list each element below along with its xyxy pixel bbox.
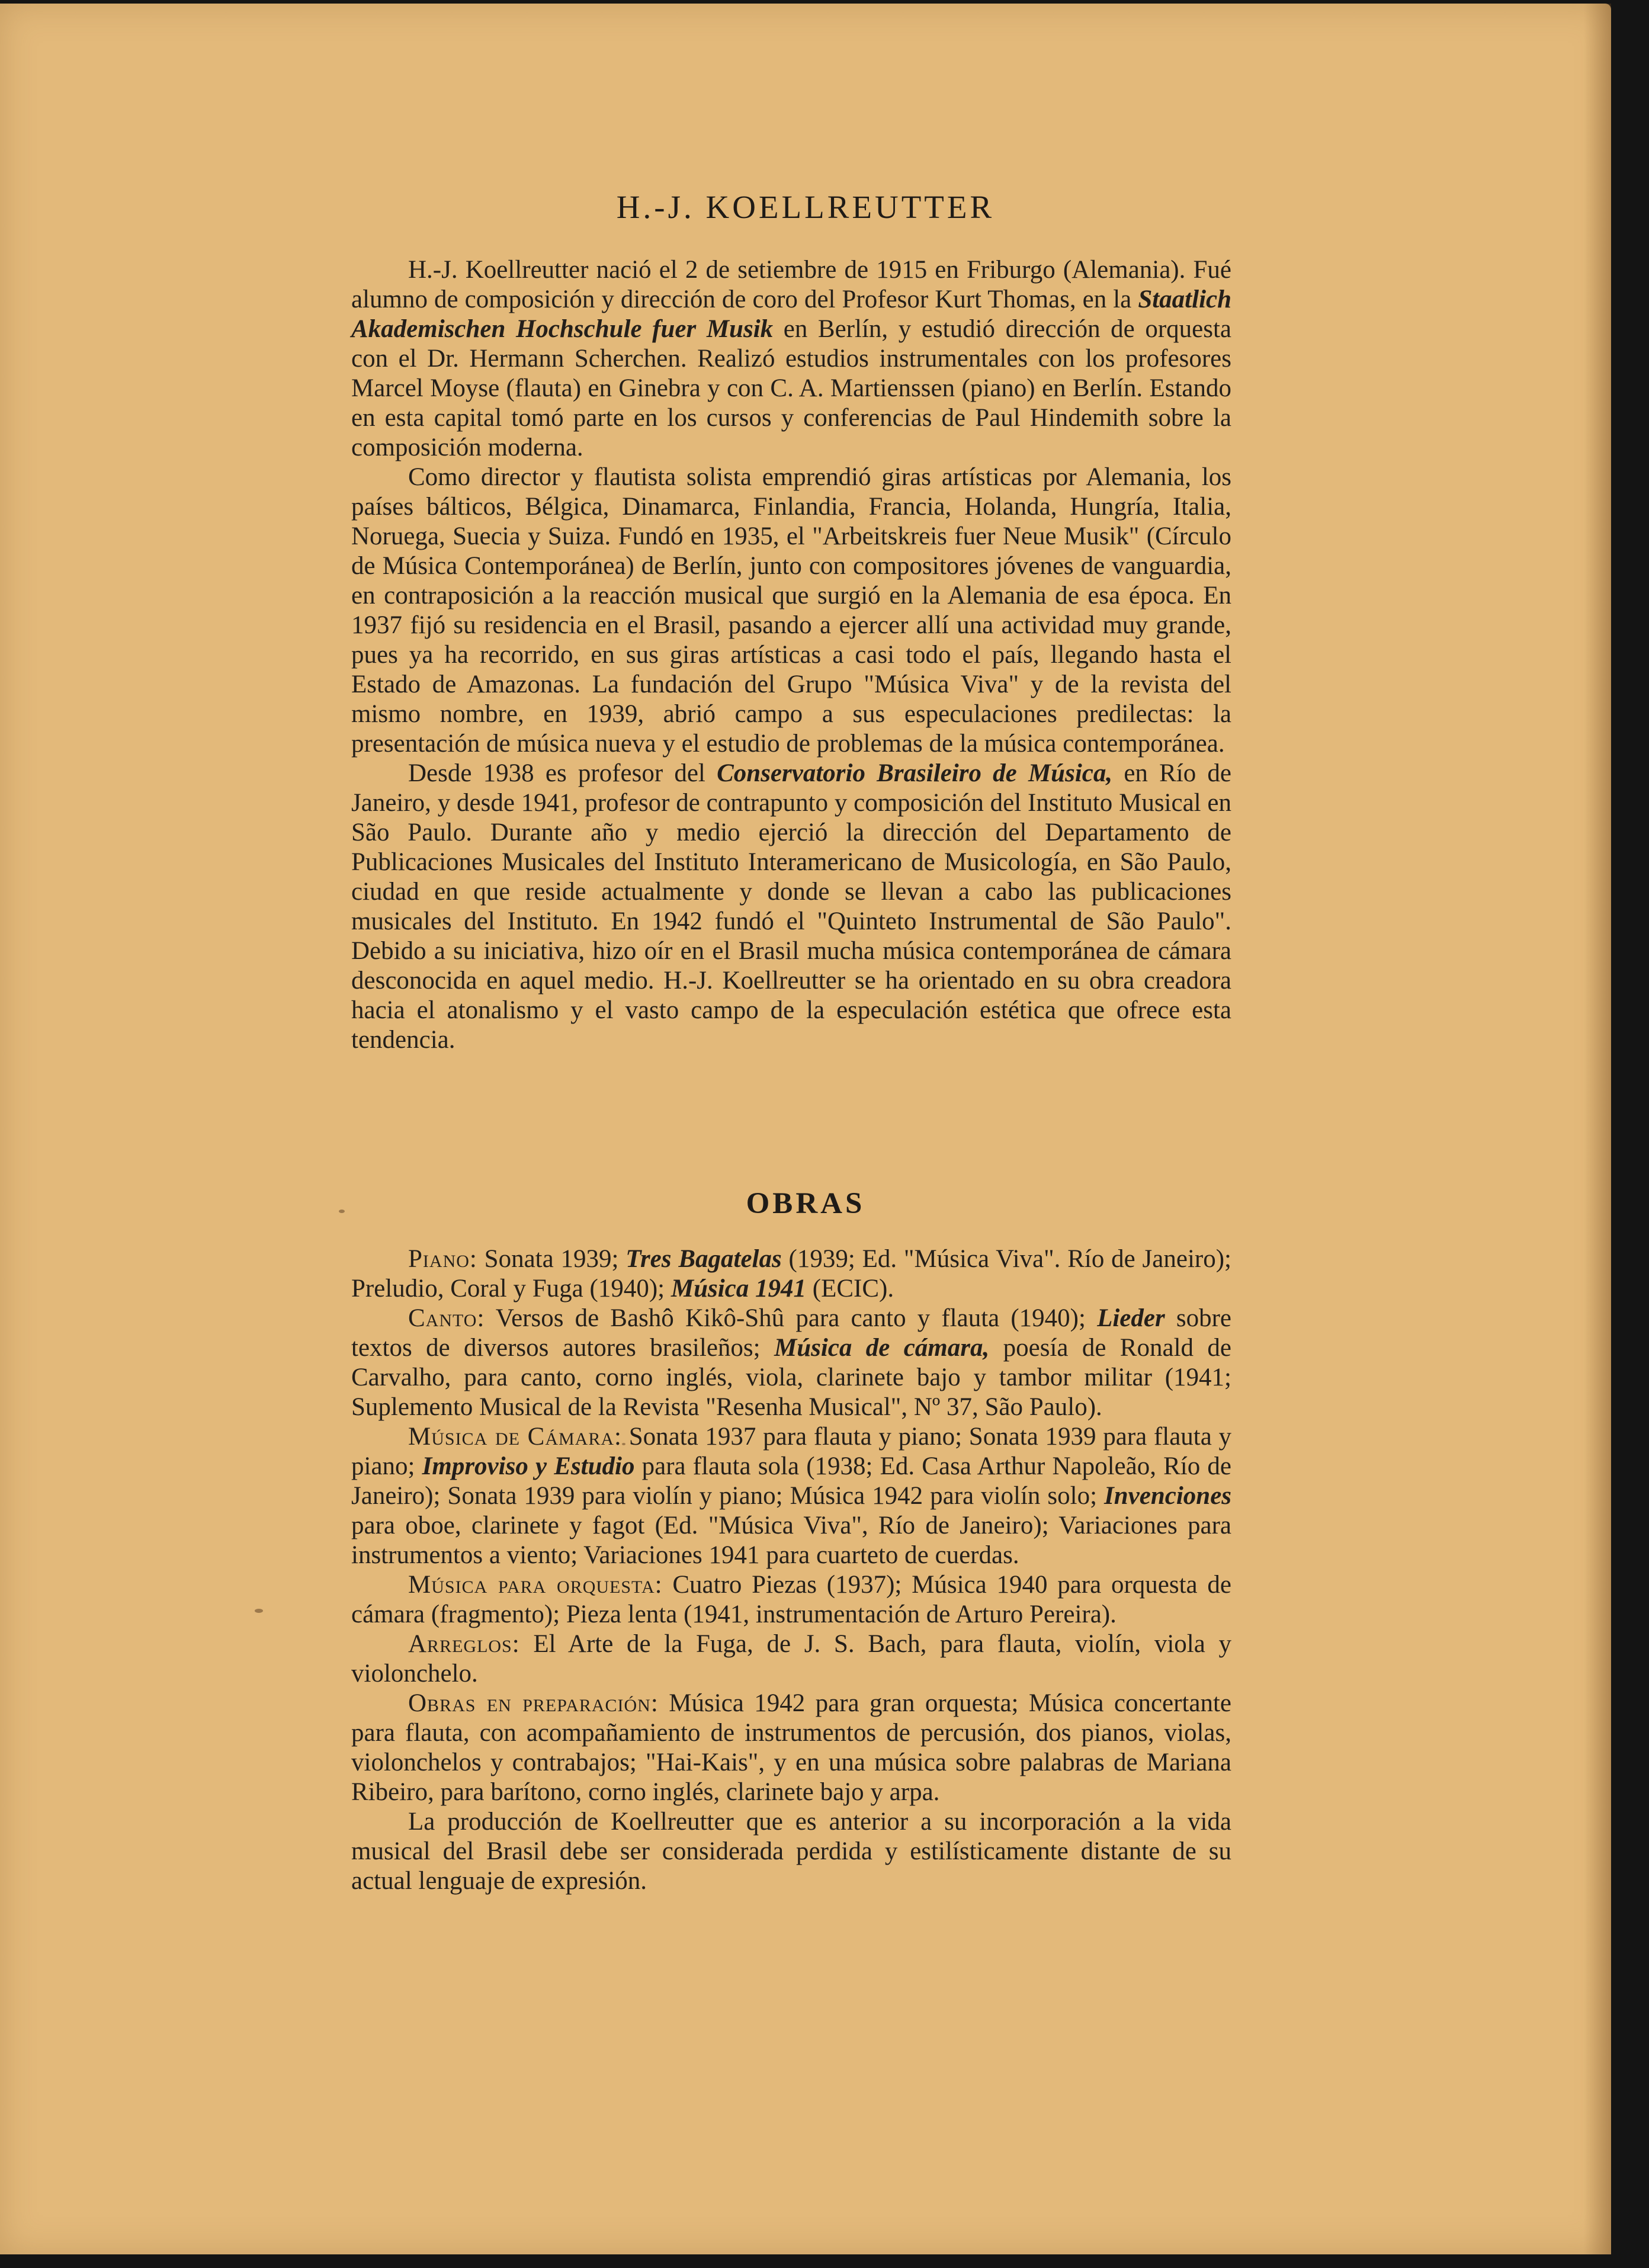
category-label: Canto: [408,1304,485,1332]
works-preparacion: Obras en preparación: Música 1942 para gran orquesta; Música concertante para flauta, con acompañamiento de instrumentos de percusión, dos pianos, violas, violonchelos y contrabajos; "Hai-Kais", y en una música sobre palabras de Mariana Ribeiro, para barítono, corno inglés, clarinete bajo y arpa. [351,1689,1232,1806]
category-label: Música de Cámara: [408,1423,622,1451]
works-heading: OBRAS [746,1187,865,1220]
category-label: Arreglos: [408,1630,520,1658]
works-arreglos: Arreglos: El Arte de la Fuga, de J. S. Bach, para flauta, violín, viola y violonchelo. [351,1630,1231,1688]
closing-paragraph: La producción de Koellreutter que es anterior a su incorporación a la vida musical del Brasil debe ser considerada perdida y estilísticamente distante de su actual lenguaje de expresión. [351,1808,1231,1895]
works-canto: Canto: Versos de Bashô Kikô-Shû para canto y flauta (1940); Lieder sobre textos de diversos autores brasileños; Música de cámara, poesía de Ronald de Carvalho, para canto, corno inglés, viola, clarinete bajo y tambor militar (1941; Suplemento Musical de la Revista "Resenha Musical", Nº 37, São Paulo). [351,1304,1231,1421]
category-label: Música para orquesta: [408,1571,663,1599]
page-title: H.-J. KOELLREUTTER [616,189,995,225]
works-orquesta: Música para orquesta: Cuatro Piezas (1937); Música 1940 para orquesta de cámara (fragmento); Pieza lenta (1941, instrumentación de Arturo Pereira). [351,1571,1231,1628]
conservatory-name: Conservatorio Brasileiro de Música, [717,759,1113,787]
biography [351,255,1231,1055]
works-piano: Piano: Sonata 1939; Tres Bagatelas (1939; Ed. "Música Viva". Río de Janeiro); Preludio, Coral y Fuga (1940); Música 1941 (ECIC). [351,1245,1231,1303]
works-camara: Música de Cámara: Sonata 1937 para flauta y piano; Sonata 1939 para flauta y piano; Improviso y Estudio para flauta sola (1938; Ed. Casa Arthur Napoleão, Río de Janeiro); Sonata 1939 para violín y piano; Música 1942 para violín solo; Invenciones para oboe, clarinete y fagot (Ed. "Música Viva", Río de Janeiro); Variaciones para instrumentos a viento; Variaciones 1941 para cuarteto de cuerdas. [351,1423,1232,1569]
school-name: Staatlich Akademischen Hochschule fuer Musik [351,285,1232,343]
bio-paragraph-2: Como director y flautista solista emprendió giras artísticas por Alemania, los países bálticos, Bélgica, Dinamarca, Finlandia, Francia, Holanda, Hungría, Italia, Noruega, Suecia y Suiza. Fundó en 1935, el "Arbeitskreis fuer Neue Musik" (Círculo de Música Contemporánea) de Berlín, junto con compositores jóvenes de vanguardia, en contraposición a la reacción musical que surgió en la Alemania de esa época. En 1937 fijó su residencia en el Brasil, pasando a ejercer allí una actividad muy grande, pues ya ha recorrido, en sus giras artísticas a casi todo el país, llegando hasta el Estado de Amazonas. La fundación del Grupo "Música Viva" y de la revista del mismo nombre, en 1939, abrió campo a sus especulaciones predilectas: la presentación de música nueva y el estudio de problemas de la música contemporánea. [351,463,1231,758]
category-label: Piano: [408,1245,477,1273]
category-label: Obras en preparación: [408,1689,659,1717]
bio-paragraph-3: Desde 1938 es profesor del Conservatorio Brasileiro de Música, en Río de Janeiro, y desde 1941, profesor de contrapunto y composición del Instituto Musical en São Paulo. Durante año y medio ejerció la dirección del Departamento de Publicaciones Musicales del Instituto Interamericano de Musicología, en São Paulo, ciudad en que reside actualmente y donde se llevan a cabo las publicaciones musicales del Instituto. En 1942 fundó el "Quinteto Instrumental de São Paulo". Debido a su iniciativa, hizo oír en el Brasil mucha música contemporánea de cámara desconocida en aquel medio. H.-J. Koellreutter se ha orientado en su obra creadora hacia el atonalismo y el vasto campo de la especulación estética que ofrece esta tendencia. [351,759,1232,1054]
page-edge-shadow [1584,4,1611,2254]
works-list [351,1244,1231,1896]
bio-paragraph-1: H.-J. Koellreutter nació el 2 de setiembre de 1915 en Friburgo (Alemania). Fué alumno de composición y dirección de coro del Profesor Kurt Thomas, en la Staatlich Akademischen Hochschule fuer Musik en Berlín, y estudió dirección de orquesta con el Dr. Hermann Scherchen. Realizó estudios instrumentales con los profesores Marcel Moyse (flauta) en Ginebra y con C. A. Martienssen (piano) en Berlín. Estando en esta capital tomó parte en los cursos y conferencias de Paul Hindemith sobre la composición moderna. [351,256,1232,461]
paper-speck [255,1609,263,1613]
document-page [0,4,1611,2254]
